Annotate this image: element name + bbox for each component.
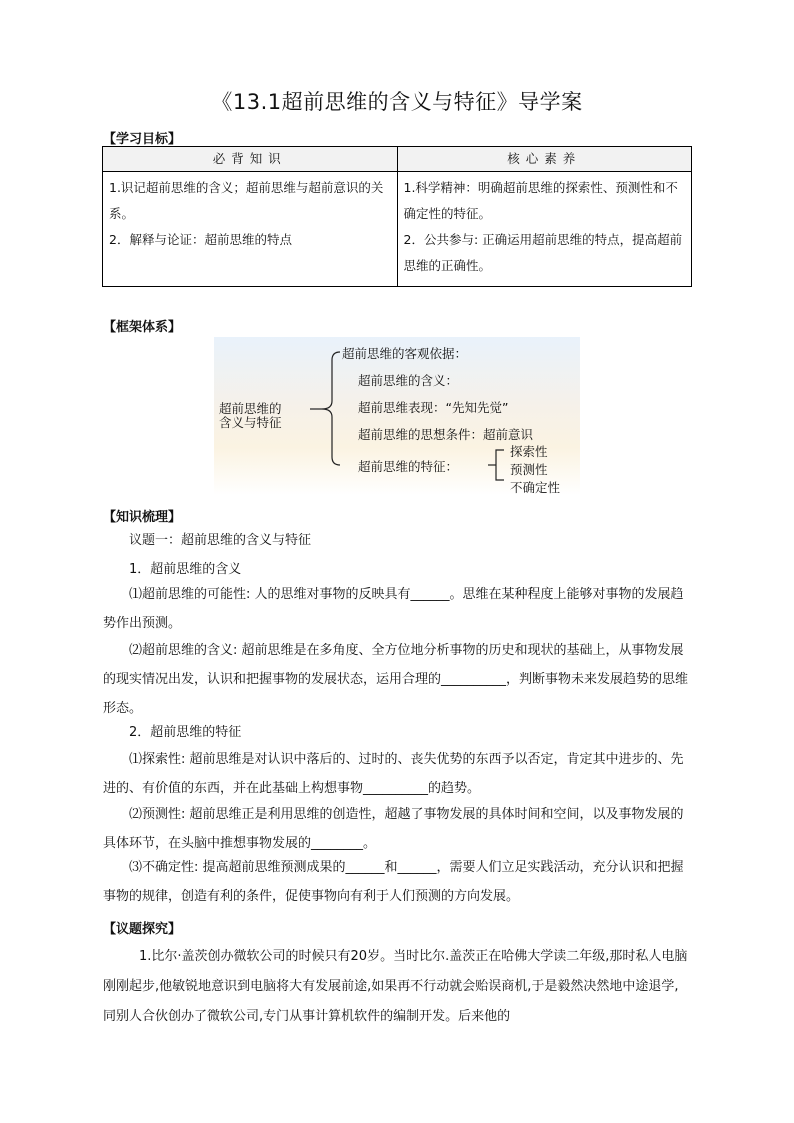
knowledge-subheading: 2．超前思维的特征	[129, 725, 242, 740]
framework-branch: 超前思维的特征：	[358, 459, 459, 474]
knowledge-paragraph: ⑴超前思维的可能性: 人的思维对事物的反映具有______。思维在某种程度上能够对事物的发展趋势作出预测。	[103, 587, 684, 631]
framework-root-line: 含义与特征	[219, 415, 282, 430]
framework-heading: 【框架体系】	[103, 320, 182, 335]
framework-branch: 超前思维的思想条件：超前意识	[358, 427, 534, 442]
goals-col2-cell	[397, 172, 692, 287]
knowledge-topic: 议题一：超前思维的含义与特征	[129, 533, 312, 548]
framework-branch: 超前思维的含义：	[358, 373, 459, 388]
goals-col1-header: 必背知识	[103, 147, 398, 172]
framework-feature: 不确定性	[510, 480, 561, 495]
explore-heading: 【议题探究】	[103, 922, 182, 937]
framework-diagram	[214, 337, 580, 495]
framework-feature: 探索性	[510, 444, 548, 459]
goals-col1-line: 2．解释与论证：超前思维的特点	[109, 232, 292, 247]
goals-table	[102, 146, 692, 287]
page-title: 《13.1超前思维的含义与特征》导学案	[211, 90, 583, 114]
knowledge-paragraph: ⑵超前思维的含义: 超前思维是在多角度、全方位地分析事物的历史和现状的基础上，从事物发展的现实情况出发，认识和把握事物的发展状态，运用合理的__________，判断事物未来发展趋势的思维形态。	[103, 643, 689, 716]
goals-col1-line: 1.识记超前思维的含义；超前思维与超前意识的关系。	[109, 180, 384, 221]
knowledge-subheading: 1．超前思维的含义	[129, 562, 242, 577]
goals-heading: 【学习目标】	[103, 132, 182, 147]
knowledge-paragraph: ⑴探索性: 超前思维是对认识中落后的、过时的、丧失优势的东西予以否定，肯定其中进步的、先进的、有价值的东西，并在此基础上构想事物__________的趋势。	[103, 752, 684, 796]
framework-branch: 超前思维的客观依据：	[342, 346, 468, 361]
goals-col2-line: 1.科学精神：明确超前思维的探索性、预测性和不确定性的特征。	[403, 180, 678, 221]
framework-root-line: 超前思维的	[219, 401, 282, 416]
explore-paragraph: 1.比尔·盖茨创办微软公司的时候只有20岁。当时比尔.盖茨正在哈佛大学读二年级,那时私人电脑刚刚起步,他敏锐地意识到电脑将大有发展前途,如果再不行动就会贻误商机,于是毅然决然地中途退学,同别人合伙创办了微软公司,专门从事计算机软件的编制开发。后来他的	[103, 949, 688, 1024]
knowledge-paragraph: ⑶不确定性: 提高超前思维预测成果的______和______，需要人们立足实践活动，充分认识和把握事物的规律，创造有利的条件，促使事物向有利于人们预测的方向发展。	[103, 860, 684, 904]
goals-col2-line: 2．公共参与: 正确运用超前思维的特点，提高超前思维的正确性。	[403, 232, 683, 273]
goals-col1-cell	[103, 172, 398, 287]
knowledge-paragraph: ⑵预测性: 超前思维正是利用思维的创造性，超越了事物发展的具体时间和空间，以及事物发展的具体环节，在头脑中推想事物发展的________。	[103, 807, 684, 851]
framework-branch: 超前思维表现：“先知先觉”	[358, 400, 509, 415]
goals-col2-header: 核心素养	[397, 147, 692, 172]
framework-feature: 预测性	[510, 462, 548, 477]
knowledge-heading: 【知识梳理】	[103, 510, 182, 525]
